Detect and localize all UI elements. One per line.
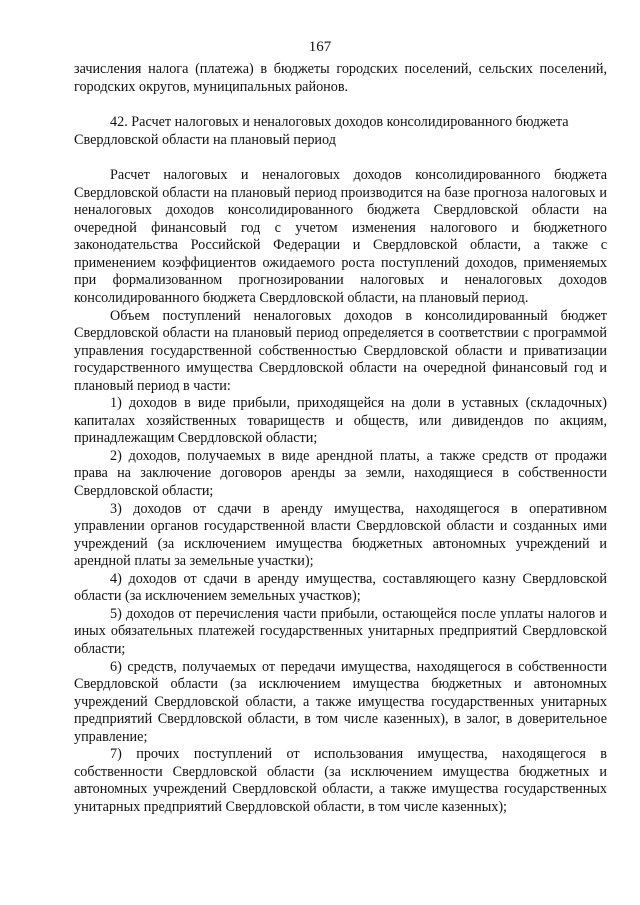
page-number: 167 [308,39,332,55]
list-item-3: 3) доходов от сдачи в аренду имущества, находящегося в оперативном управлении органов государственной власти Свердловской области и созданных ими учреждений (за исключением имущества бюджетных автономных учреждений и арендной платы за земельные участки); [74,500,607,570]
list-item-1: 1) доходов в виде прибыли, приходящейся на доли в уставных (складочных) капиталах хозяйственных товариществ и обществ, или дивидендов по акциям, принадлежащим Свердловской области; [74,395,607,447]
section-heading: 42. Расчет налоговых и неналоговых доходов консолидированного бюджета Свердловской области на плановый период [74,114,569,148]
list-item-7: 7) прочих поступлений от использования имущества, находящегося в собственности Свердловской области (за исключением имущества бюджетных и автономных учреждений Свердловской области, а также имущества государственных унитарных предприятий Свердловской области, в том числе казенных); [74,746,607,815]
list-item-5: 5) доходов от перечисления части прибыли, остающейся после уплаты налогов и иных обязательных платежей государственных унитарных предприятий Свердловской области; [74,605,607,657]
list-item-4: 4) доходов от сдачи в аренду имущества, составляющего казну Свердловской области (за исключением земельных участков); [74,570,607,605]
list-item-2: 2) доходов, получаемых в виде арендной платы, а также средств от продажи права на заключение договоров аренды за земли, находящиеся в собственности Свердловской области; [74,447,607,500]
paragraph-continuation: зачисления налога (платежа) в бюджеты городских поселений, сельских поселений, городских округов, муниципальных районов. [74,61,607,95]
paragraph-nontax-revenue: Объем поступлений неналоговых доходов в консолидированный бюджет Свердловской области на плановый период определяется в соответствии с программой управления государственной собственностью Свердловской области и приватизации государственного имущества Свердловской области на очередной финансовый год и плановый период в части: [74,307,607,394]
paragraph-calculation-basis: Расчет налоговых и неналоговых доходов консолидированного бюджета Свердловской области на плановый период производится на базе прогноза налоговых и неналоговых доходов консолидированного бюджета Свердловской области на очередной финансовый год с учетом изменения налогового и бюджетного законодательства Российской Федерации и Свердловской области, а также с применением коэффициентов ожидаемого роста поступлений доходов, применяемых при формализованном прогнозировании налоговых и неналоговых доходов консолидированного бюджета Свердловской области, на плановый период. [74,167,607,307]
document-body [74,61,607,816]
list-item-6: 6) средств, получаемых от передачи имущества, находящегося в собственности Свердловской области (за исключением имущества бюджетных и автономных учреждений Свердловской области, а также имущества государственных унитарных предприятий Свердловской области, в том числе казенных), в залог, в доверительное управление; [74,658,607,745]
